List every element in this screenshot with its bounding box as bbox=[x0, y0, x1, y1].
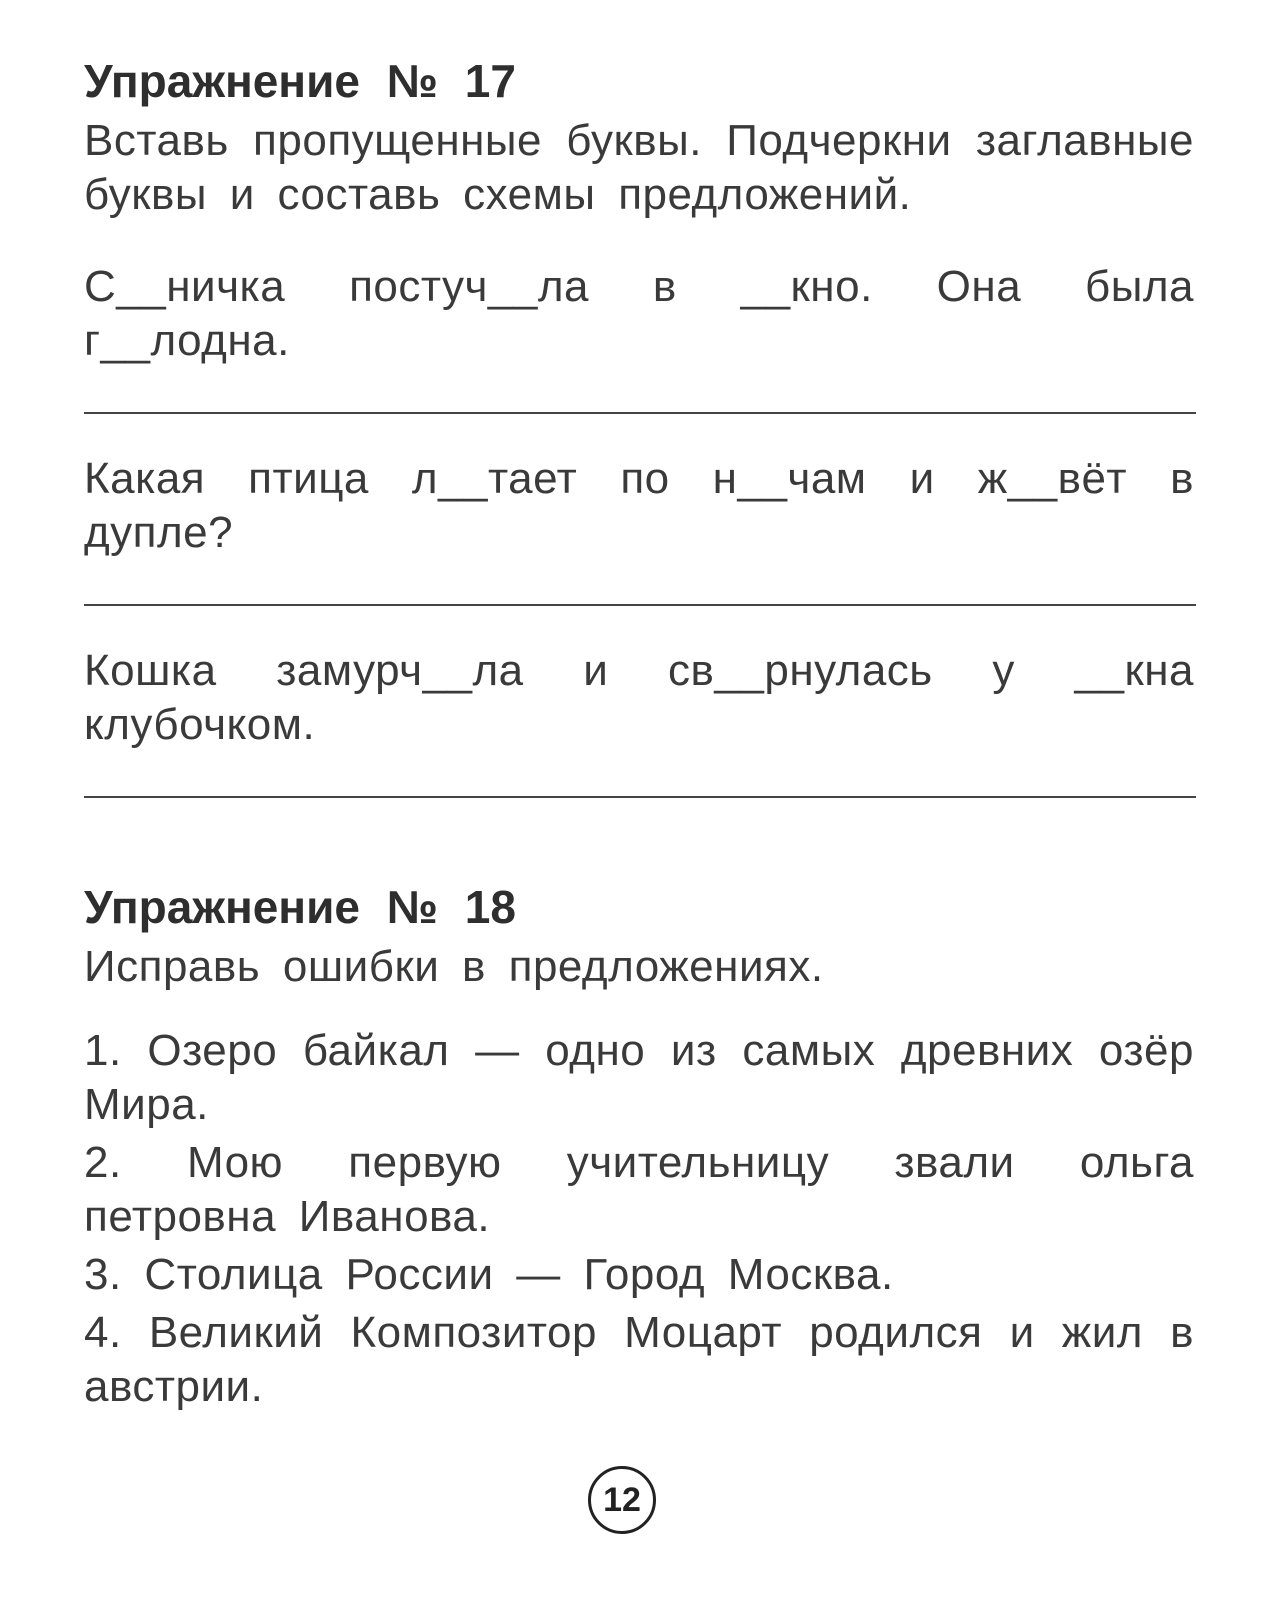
exercise-17-instruction: Вставь пропущенные буквы. Подчеркни заглавные буквы и составь схемы предложений. bbox=[84, 116, 1194, 219]
exercise-18-item-3: 3. Столица России — Город Москва. bbox=[84, 1250, 894, 1299]
exercise-18-item-2: 2. Мою первую учительницу звали ольга петровна Иванова. bbox=[84, 1138, 1194, 1241]
exercise-18-instruction: Исправь ошибки в предложениях. bbox=[84, 942, 824, 991]
answer-line-1[interactable] bbox=[84, 412, 1196, 414]
exercise-18 bbox=[84, 878, 1194, 1414]
answer-line-3[interactable] bbox=[84, 796, 1196, 798]
exercise-17-sentence-2: Какая птица л__тает по н__чам и ж__вёт в дупле? bbox=[84, 454, 1194, 557]
page-number-badge bbox=[588, 1466, 656, 1534]
exercise-18-items bbox=[84, 1024, 1194, 1414]
page-number: 12 bbox=[603, 1480, 641, 1519]
worksheet-page bbox=[84, 52, 1194, 1418]
exercise-17-title: Упражнение № 17 bbox=[84, 55, 516, 107]
exercise-17 bbox=[84, 52, 1194, 798]
exercise-17-sentence-3: Кошка замурч__ла и св__рнулась у __кна клубочком. bbox=[84, 646, 1194, 749]
answer-line-2[interactable] bbox=[84, 604, 1196, 606]
exercise-17-sentence-1: С__ничка постуч__ла в __кно. Она была г__лодна. bbox=[84, 262, 1194, 365]
exercise-18-item-4: 4. Великий Композитор Моцарт родился и жил в австрии. bbox=[84, 1308, 1194, 1411]
exercise-18-title: Упражнение № 18 bbox=[84, 881, 516, 933]
exercise-18-item-1: 1. Озеро байкал — одно из самых древних озёр Мира. bbox=[84, 1026, 1194, 1129]
